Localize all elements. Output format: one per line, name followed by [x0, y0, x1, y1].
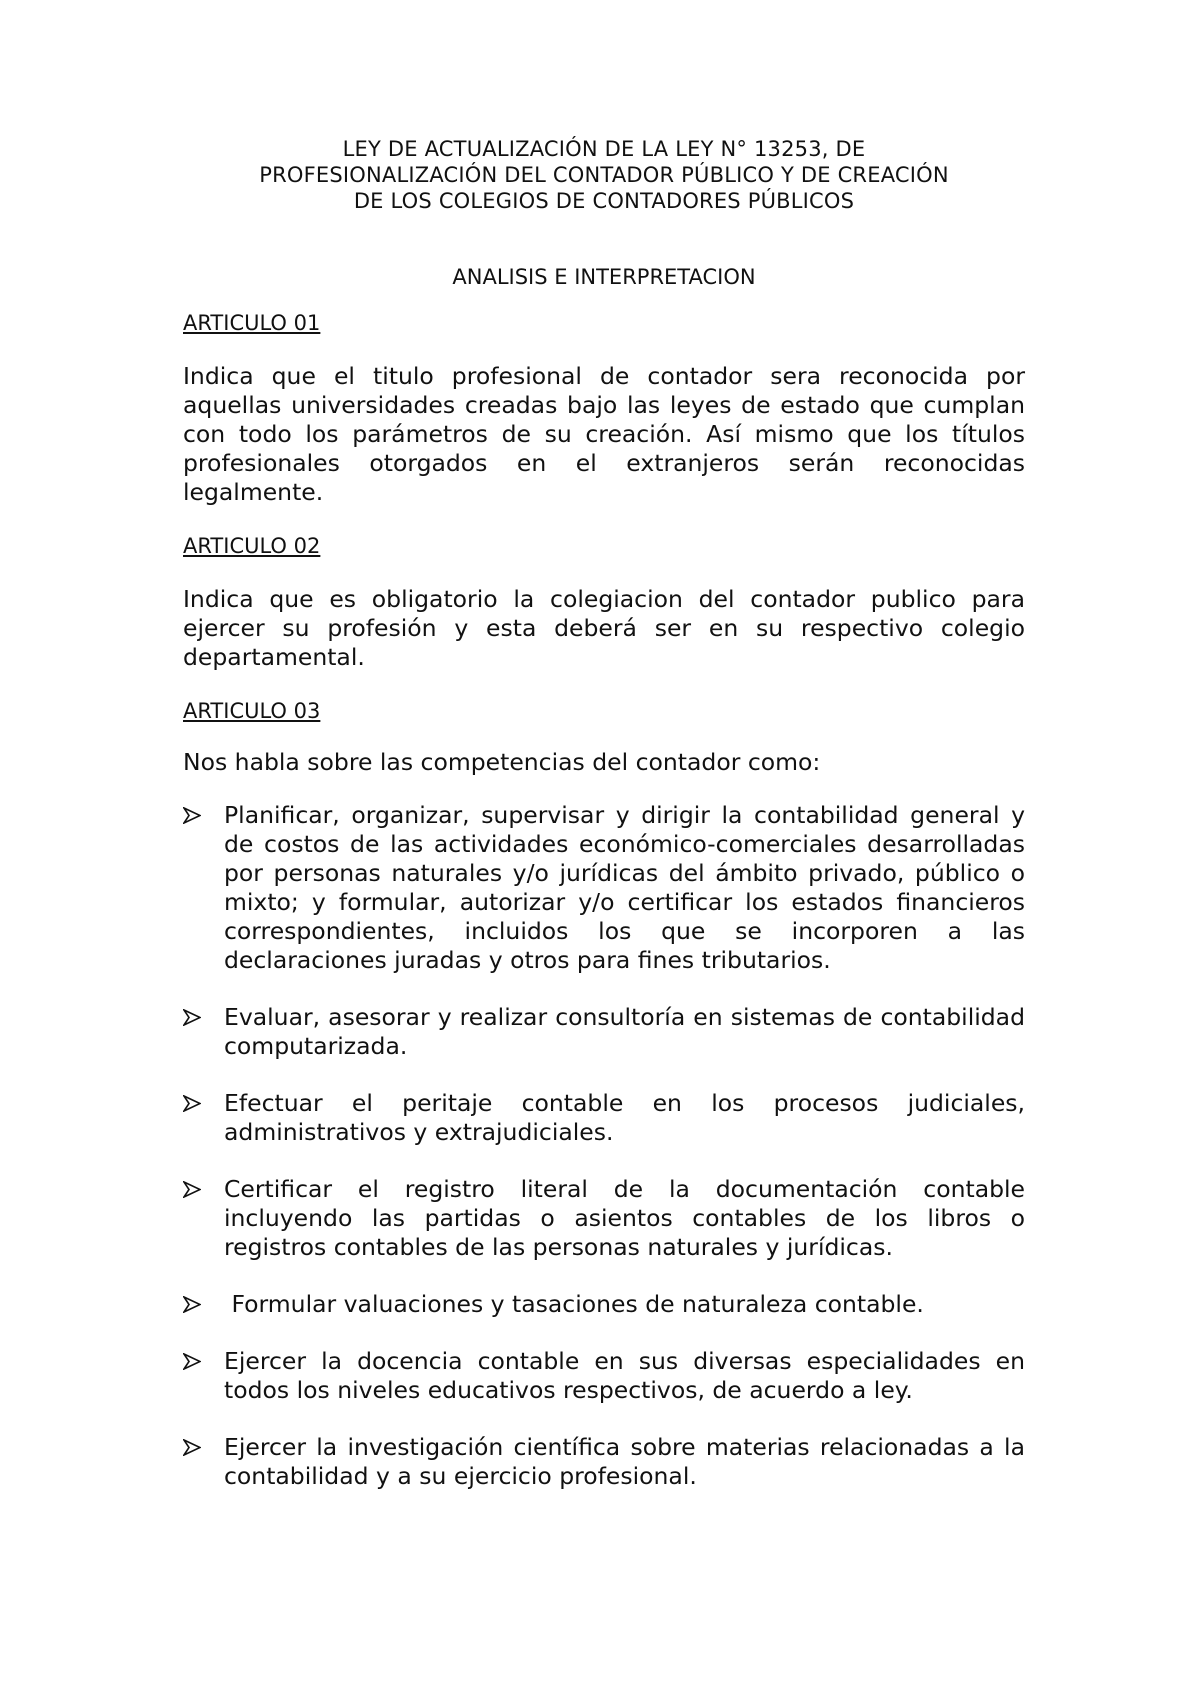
list-item-text: Formular valuaciones y tasaciones de naturaleza contable. [224, 1290, 924, 1318]
arrowhead-bullet-icon [183, 1433, 203, 1462]
title-line-3: DE LOS COLEGIOS DE CONTADORES PÚBLICOS [353, 189, 855, 213]
arrowhead-bullet-icon [183, 1290, 203, 1319]
list-item-text: Ejercer la investigación científica sobre materias relacionadas a la contabilidad y a su ejercicio profesional. [224, 1433, 1025, 1490]
article-01-text: Indica que el titulo profesional de contador sera reconocida por aquellas universidades creadas bajo las leyes de estado que cumplan con todo los parámetros de su creación. Así mismo que los títulos profesionales otorgados en el extranjeros serán reconocidas legalmente. [183, 362, 1025, 506]
article-01-heading: ARTICULO 01 [183, 311, 321, 335]
article-03-intro: Nos habla sobre las competencias del contador como: [183, 748, 821, 776]
list-item-text: Planificar, organizar, supervisar y dirigir la contabilidad general y de costos de las actividades económico-comerciales desarrolladas por personas naturales y/o jurídicas del ámbito privado, público o mixto; y formular, autorizar y/o certificar los estados financieros correspondientes, incluidos los que se incorporen a las declaraciones juradas y otros para fines tributarios. [224, 801, 1025, 974]
list-item-text: Evaluar, asesorar y realizar consultoría en sistemas de contabilidad computarizada. [224, 1003, 1025, 1060]
article-03-heading: ARTICULO 03 [183, 699, 321, 723]
list-item-text: Ejercer la docencia contable en sus diversas especialidades en todos los niveles educativos respectivos, de acuerdo a ley. [224, 1347, 1025, 1404]
list-item-text: Certificar el registro literal de la documentación contable incluyendo las partidas o asientos contables de los libros o registros contables de las personas naturales y jurídicas. [224, 1175, 1025, 1261]
document-title [183, 136, 1025, 214]
list-item [183, 1003, 1025, 1061]
title-line-2: PROFESIONALIZACIÓN DEL CONTADOR PÚBLICO Y DE CREACIÓN [259, 163, 949, 187]
list-item [183, 1175, 1025, 1262]
document-subtitle: ANALISIS E INTERPRETACION [452, 265, 756, 289]
document-page [183, 136, 1025, 1519]
competencies-list [183, 801, 1025, 1491]
list-item [183, 1433, 1025, 1491]
arrowhead-bullet-icon [183, 801, 203, 830]
list-item [183, 1347, 1025, 1405]
article-02-heading: ARTICULO 02 [183, 534, 321, 558]
arrowhead-bullet-icon [183, 1089, 203, 1118]
list-item [183, 1089, 1025, 1147]
arrowhead-bullet-icon [183, 1347, 203, 1376]
arrowhead-bullet-icon [183, 1003, 203, 1032]
title-line-1: LEY DE ACTUALIZACIÓN DE LA LEY N° 13253, DE [342, 137, 866, 161]
arrowhead-bullet-icon [183, 1175, 203, 1204]
article-02-text: Indica que es obligatorio la colegiacion del contador publico para ejercer su profesión y esta deberá ser en su respectivo colegio departamental. [183, 585, 1025, 671]
list-item-text: Efectuar el peritaje contable en los procesos judiciales, administrativos y extrajudiciales. [224, 1089, 1025, 1146]
list-item [183, 801, 1025, 975]
list-item [183, 1290, 1025, 1319]
